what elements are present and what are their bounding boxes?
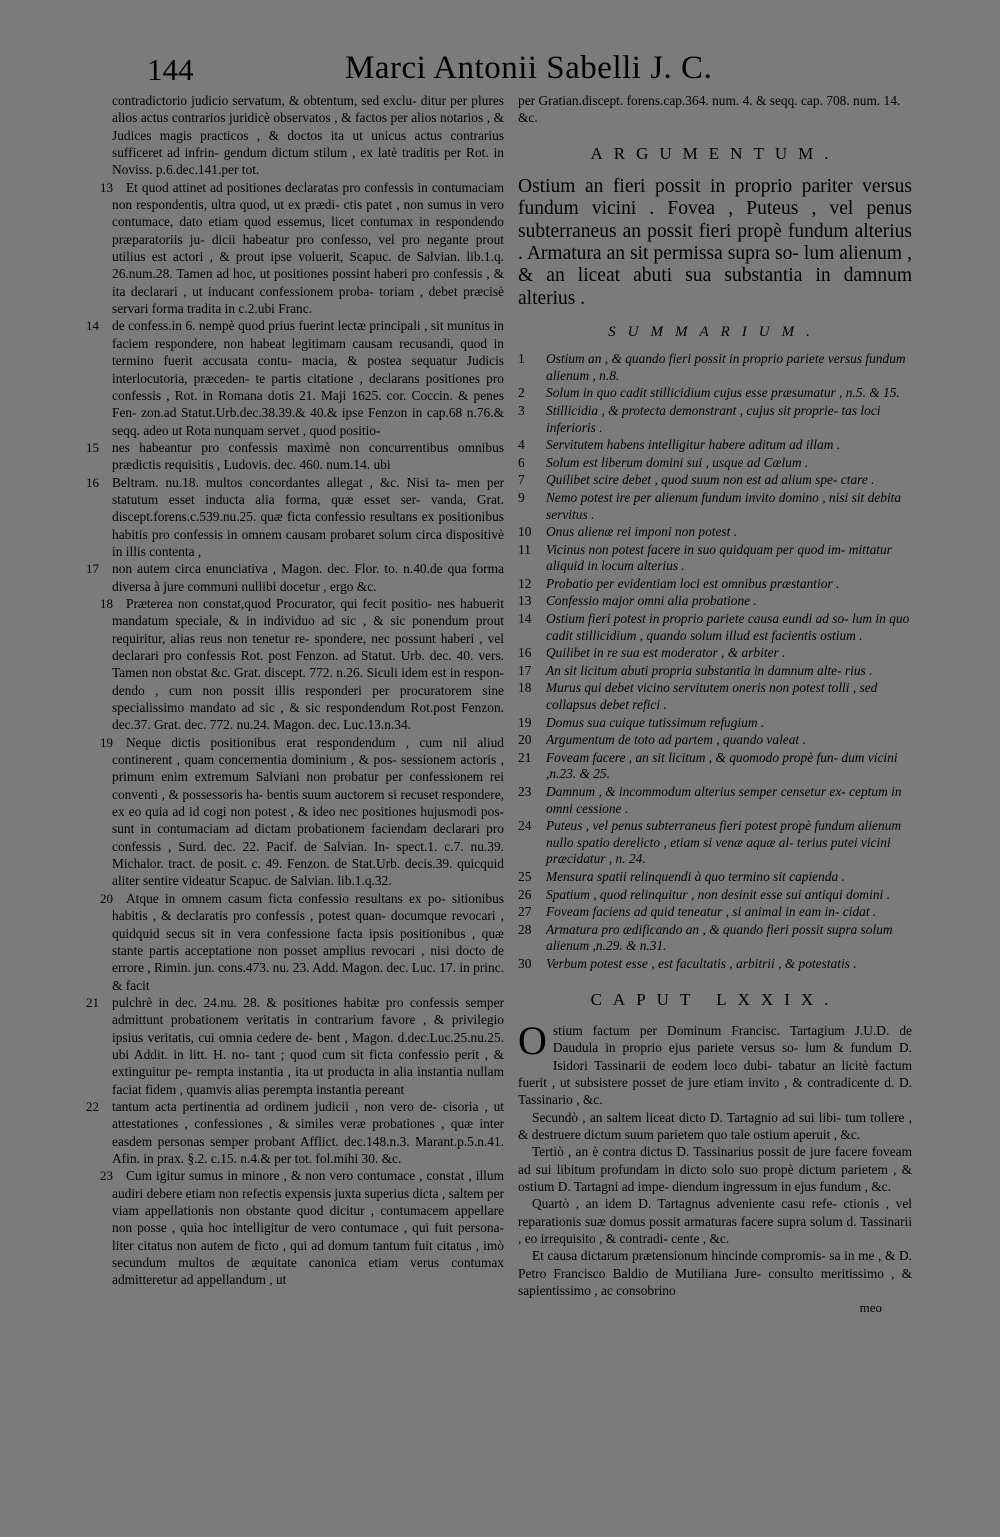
paragraph-text: Et quod attinet ad positiones declaratas pro confessis in contumaciam non respondentis, ultra quod, ut ex prædi- ctis patet , non sumus in vero contumace, dato etiam quod essemus, licet contumax in respondendo præparatoriis ju- dicii habeatur pro confesso, vel pro negante prout utilius est actori , & prout ipse voluerit, Scapuc. de Salvian. lib.1.q. 26.num.28. Tamen ad hoc, ut positiones possint haberi pro confessis , & ita declarari , ut inducant confessionem proba- toriam , debet præcisè servari forma tradita in c.2.ubi Franc.: [112, 179, 504, 317]
summary-text: Puteus , vel penus subterraneus fieri potest propè fundum alienum nullo spatio derelicto , etiam si venæ aquæ al- terius putei vicini præcidatur , n. 24.: [546, 818, 902, 867]
body-paragraph: [92, 595, 504, 734]
summary-item: [518, 524, 912, 541]
summary-number: 28: [518, 921, 532, 937]
chapter-paragraph: [518, 1017, 912, 1109]
summary-number: 6: [518, 454, 525, 470]
body-paragraph: [92, 92, 504, 179]
running-head: Marci Antonii Sabelli J. C.: [345, 50, 713, 86]
page-header: [0, 52, 1000, 92]
summary-text: Ostium fieri potest in proprio pariete causa eundi ad so- lum in quo cadit stillicidium , quando solum illud est facientis ostium .: [546, 611, 910, 643]
summary-number: 27: [518, 904, 532, 920]
summary-number: 30: [518, 955, 532, 971]
summary-text: Argumentum de toto ad partem , quando valeat .: [546, 732, 806, 748]
margin-number: 15: [86, 439, 99, 455]
margin-number: 23: [100, 1168, 113, 1184]
summary-text: Probatio per evidentiam loci est omnibus præstantior .: [546, 575, 840, 591]
argument-heading: ARGUMENTUM.: [590, 143, 840, 163]
summary-text: Stillicidia , & protecta demonstrant , cujus sit proprie- tas loci inferioris .: [546, 402, 881, 435]
summary-item: [518, 956, 912, 973]
summary-item: [518, 576, 912, 593]
summary-text: Onus alienæ rei imponi non potest .: [546, 524, 738, 540]
drop-cap: O: [518, 1017, 547, 1063]
paragraph-text: de confess.in 6. nempè quod prius fuerint lectæ principali , sit munitus in faciem respondere, non habeat legitimam causam recusandi, quod in termino fuerit accusata contu- macia, & postea sequatur Judicis interlocutoria, præceden- te partis citatione , declarans positiones pro confessis , Rot. in Romana dotis 21. Maji 1625. cor. Coccin. & penes Fen- zon.ad Statut.Urb.dec.38.39.& 40.& ipse Fenzon in cap.68 n.76.& seqq. adeo ut Rota nunquam servet , quod positio-: [112, 318, 504, 438]
summary-number: 7: [518, 472, 525, 488]
margin-number: 22: [86, 1098, 99, 1114]
summary-number: 12: [518, 575, 532, 591]
body-paragraph: [92, 1167, 504, 1288]
margin-number: 18: [100, 595, 113, 611]
body-paragraph: [92, 179, 504, 318]
summary-number: 17: [518, 662, 532, 678]
margin-number: 21: [86, 994, 99, 1010]
summary-item: [518, 645, 912, 662]
summary-item: [518, 455, 912, 472]
margin-number: 17: [86, 561, 99, 577]
paragraph-text: Beltram. nu.18. multos concordantes allegat , &c. Nisi ta- men per statutum esset inducta alia forma, quæ esset ser- vanda, Grat. discept.forens.c.539.nu.25. quæ ficta confessio resultans ex positionibus habitis pro confessis in omnem causam probaret solum circa dispositivè in illis contenta ,: [112, 474, 504, 559]
chapter-paragraph: [518, 1109, 912, 1144]
summary-text: Damnum , & incommodum alterius semper censetur ex- ceptum in omni cessione .: [546, 784, 902, 816]
paragraph-text: Neque dictis positionibus erat respondendum , cum nil aliud continerent , quam concernentia dominium , & pos- sessionem actoris , primum enim extremum Salviani non probatur per confessionem rei conventi , & possessoris ha- bentis suum auctorem si recuset respondere, ex eo quia ad id cogi non potest , & ideo nec positiones hujusmodi pos- sunt in contumaciam ad dictam probationem faciendam declarari pro confessis , Surd. dec. 22. Pacif. de Salvian. In- spect.1. c.7. nu.39. Michalor. tract. de posit. c. 49. Fenzon. de Stat.Urb. decis.39. quicquid aliter sentire videatur Scapuc. de Salvian. lib.1.q.32.: [112, 734, 504, 889]
summary-text: Mensura spatii relinquendi à quo termino sit capienda .: [546, 868, 845, 884]
summary-text: Verbum potest esse , est facultatis , arbitrii , & potestatis .: [546, 955, 857, 971]
summary-item: [518, 385, 912, 402]
paragraph-text: contradictorio judicio servatum, & obtentum, sed exclu- ditur per plures alios actus contrarios juridicè observatos , & factos per alios notarios , & Judices magis practicos , & doctos ita ut unicus actus contrarius sufficeret ad infrin- gendum dictum stilum , ex latè traditis per Rot. in Noviss. p.6.dec.141.per tot.: [112, 93, 504, 178]
paragraph-text: Præterea non constat,quod Procurator, qui fecit positio- nes habuerit mandatum speciale, & in individuo ad sic , & sic ponendum prout requiritur, alias reus non tenetur re- spondere, nec possunt haberi , vel declarari pro confessis Rot. post Fenzon. ad Statut. Urb. dec. 40. vers. Tamen non obstat &c. Grat. discept. 772. n.26. Siculi idem est in respon- dendo , cum non possit illis responderi per procuratorem sine specialissimo mandato ad sic , & sic respondendum Rot.post Fenzon. dec.37. Grat. dec. 772. nu.24. Magon. dec. Luc.13.n.34.: [112, 595, 504, 733]
summary-item: [518, 922, 912, 955]
page-number: 144: [147, 52, 194, 87]
chapter-heading: CAPUT LXXIX.: [590, 989, 840, 1009]
paragraph-text: tantum acta pertinentia ad ordinem judicii , non vero de- cisoria , ut attestationes , confessiones , & similes veræ probationes , quæ inter easdem personas semper probant Afflict. dec.148.n.3. Marant.p.5.n.41. Afin. in prax. §.2. c.15. n.4.& per tot. fol.mihi 30. &c.: [112, 1098, 504, 1166]
chapter-text: Et causa dictarum prætensionum hincinde compromis- sa in me , & D. Petro Francisco Baldio de Mutiliana Jure- consulto meritissimo , & sapientissimo , ac consobrino: [518, 1248, 912, 1299]
paragraph-text: nes habeantur pro confessis maximè non concurrentibus omnibus prædictis requisitis , Ludovis. dec. 460. num.14. ubi: [112, 439, 504, 473]
summary-number: 24: [518, 818, 532, 834]
body-paragraph: [86, 317, 504, 438]
chapter-text: Quartò , an idem D. Tartagnus adveniente casu refe- ctionis , vel reparationis suæ domus possit armaturas facere supra solum d. Tassinarii , eo irrequisito , & contradi- cente , &c.: [518, 1196, 912, 1246]
summary-number: 25: [518, 868, 532, 884]
summary-number: 14: [518, 611, 532, 627]
body-paragraph: [86, 439, 504, 474]
summary-text: Solum in quo cadit stillicidium cujus esse præsumatur , n.5. & 15.: [546, 385, 900, 401]
summary-text: Domus sua cuique tutissimum refugium .: [546, 714, 765, 730]
argument-text: Ostium an fieri possit in proprio pariter versus fundum vicini . Fovea , Puteus , vel penus subterraneus an possit fieri propè fundum alterius . Armatura an sit permissa supra so- lum alienum , & an liceat abuti sua substantia in damnum alterius .: [518, 176, 912, 309]
summary-heading: SUMMARIUM.: [608, 323, 822, 340]
summary-text: Solum est liberum domini sui , usque ad Cælum .: [546, 454, 809, 470]
summary-number: 13: [518, 593, 532, 609]
summary-item: [518, 542, 912, 575]
summary-text: Ostium an , & quando fieri possit in proprio pariete versus fundum alienum , n.8.: [546, 351, 906, 383]
summary-number: 9: [518, 489, 525, 505]
paragraph-text: non autem circa enunciativa , Magon. dec. Flor. to. n.40.de qua forma diversa à jure communi nullibi docetur , ergo &c.: [112, 561, 504, 594]
margin-number: 19: [100, 734, 113, 750]
summary-list: [518, 351, 912, 972]
body-paragraph: [86, 474, 504, 561]
summary-number: 16: [518, 645, 532, 661]
summary-item: [518, 750, 912, 783]
chapter-paragraph: [518, 1143, 912, 1195]
summary-number: 10: [518, 524, 532, 540]
summary-item: [518, 403, 912, 436]
summary-number: 1: [518, 351, 525, 367]
summary-number: 18: [518, 680, 532, 696]
summary-text: Foveam facere , an sit licitum , & quomodo propè fun- dum vicini ,n.23. & 25.: [546, 749, 898, 782]
margin-number: 20: [100, 890, 113, 906]
chapter-body: [518, 1017, 912, 1300]
summary-item: [518, 437, 912, 454]
summary-text: Servitutem habens intelligitur habere aditum ad illam .: [546, 437, 841, 453]
chapter-text: Secundò , an saltem liceat dicto D. Tartagnio ad sui libi- tum tollere , & destruere dictum suum parietem quo tale ostium aperuit , &c.: [518, 1109, 912, 1142]
summary-text: Spatium , quod relinquitur , non desinit esse sui antiqui domini .: [546, 886, 890, 902]
summary-item: [518, 490, 912, 523]
summary-number: 23: [518, 784, 532, 799]
body-paragraph: [92, 890, 504, 994]
summary-number: 4: [518, 437, 525, 453]
paragraph-text: pulchrè in dec. 24.nu. 28. & positiones habitæ pro confessis semper admittunt probationem veritatis in contrarium favore , & privilegio ipsius veritatis, cui omnia cedere de- bent , Magon. d.dec.Luc.25.nu.25. ubi Addit. in litt. H. no- tant ; quod cum sit ficta confessio perit , & extinguitur pe- rempta instantia , ita ut producta in alia instantia nullam faciat fidem , quamvis alias perempta instantia pereant: [112, 994, 504, 1097]
summary-number: 21: [518, 749, 532, 765]
summary-text: Foveam faciens ad quid teneatur , si animal in eam in- cidat .: [546, 904, 877, 920]
chapter-paragraph: [518, 1247, 912, 1299]
summary-number: 11: [518, 541, 531, 557]
summary-text: Vicinus non potest facere in suo quidquam per quod im- mittatur aliquid in locum alterius .: [546, 541, 892, 574]
summary-item: [518, 663, 912, 680]
body-paragraph: [86, 994, 504, 1098]
summary-text: Armatura pro ædificando an , & quando fieri possit supra solum alienum ,n.29. & n.31.: [546, 921, 893, 954]
paragraph-text: Cum igitur sumus in minore , & non vero contumace , constat , illum audiri debere etiam non refectis expensis juxta superius dicta , saltem per viam appellationis non obstante quod dicitur , contumacem appellare non posse , quia hoc intelligitur de vero contumace , qui fuit persona- liter citatus non autem de ficto , qui ad domum tantum fuit citatus , imò secundum multos de æquitate canonica etiam verus contumax admitteretur ad appellandum , ut: [112, 1168, 504, 1288]
margin-number: 16: [86, 474, 99, 490]
continuation-text: per Gratian.discept. forens.cap.364. num. 4. & seqq. cap. 708. num. 14. &c.: [518, 93, 901, 126]
summary-item: [518, 715, 912, 732]
summary-text: Nemo potest ire per alienum fundum invito domino , nisi sit debita servitus .: [546, 489, 902, 522]
summary-item: [518, 593, 912, 610]
summary-item: [518, 472, 912, 489]
summary-text: Murus qui debet vicino servitutem oneris non potest tolli , sed collapsus debet refici .: [546, 680, 878, 713]
body-paragraph: [86, 1098, 504, 1167]
summary-number: 3: [518, 402, 525, 418]
chapter-paragraph: [518, 1195, 912, 1247]
summary-number: 20: [518, 732, 532, 748]
summary-item: [518, 611, 912, 644]
right-column: [518, 92, 912, 1317]
summary-item: [518, 818, 912, 868]
summary-item: [518, 732, 912, 749]
body-paragraph: [92, 734, 504, 890]
summary-item: [518, 784, 912, 817]
summary-text: Quilibet in re sua est moderator , & arbiter .: [546, 645, 786, 661]
summary-item: [518, 351, 912, 384]
summary-number: 26: [518, 886, 532, 902]
summary-item: [518, 887, 912, 904]
body-paragraph: [86, 560, 504, 595]
summary-item: [518, 904, 912, 921]
margin-number: 13: [100, 179, 113, 195]
summary-number: 2: [518, 385, 525, 401]
margin-number: 14: [86, 318, 99, 334]
summary-item: [518, 869, 912, 886]
chapter-text: stium factum per Dominum Francisc. Tartagium J.U.D. de Daudula in proprio ejus pariete versus so- lum & fundum D. Isidori Tassinarii de eodem loco dubi- tabatur an licitè factum fuerit , ut subsistere posset de jure etiam invito , & contradicente d. D. Tassinario , &c.: [518, 1022, 912, 1108]
summary-item: [518, 680, 912, 713]
left-column: [86, 92, 504, 1289]
summary-text: Confessio major omni alia probatione .: [546, 593, 757, 609]
catchword: meo: [859, 1300, 882, 1316]
summary-number: 19: [518, 714, 532, 730]
paragraph-text: Atque in omnem casum ficta confessio resultans ex po- sitionibus habitis , & declaratis pro confessis , potest quan- documque revocari , quidquid secus sit in vera confessione facta ipsis positionibus , quæ stante partis acceptatione non posset amplius revocari , nisi docto de errore , Rimin. jun. cons.473. nu. 23. Add. Magon. dec. Luc. 17. in princ. & facit: [112, 890, 504, 993]
chapter-text: Tertiò , an è contra dictus D. Tassinarius possit de jure facere foveam ad sui libitum profundam in dicto solo suo propè dictum parietem , & ostium D. Tartagni ad impe- diendum ingressum in ejus fundum , &c.: [518, 1144, 912, 1194]
summary-text: Quilibet scire debet , quod suum non est ad alium spe- ctare .: [546, 472, 875, 488]
summary-text: An sit licitum abuti propria substantia in damnum alte- rius .: [546, 662, 873, 678]
